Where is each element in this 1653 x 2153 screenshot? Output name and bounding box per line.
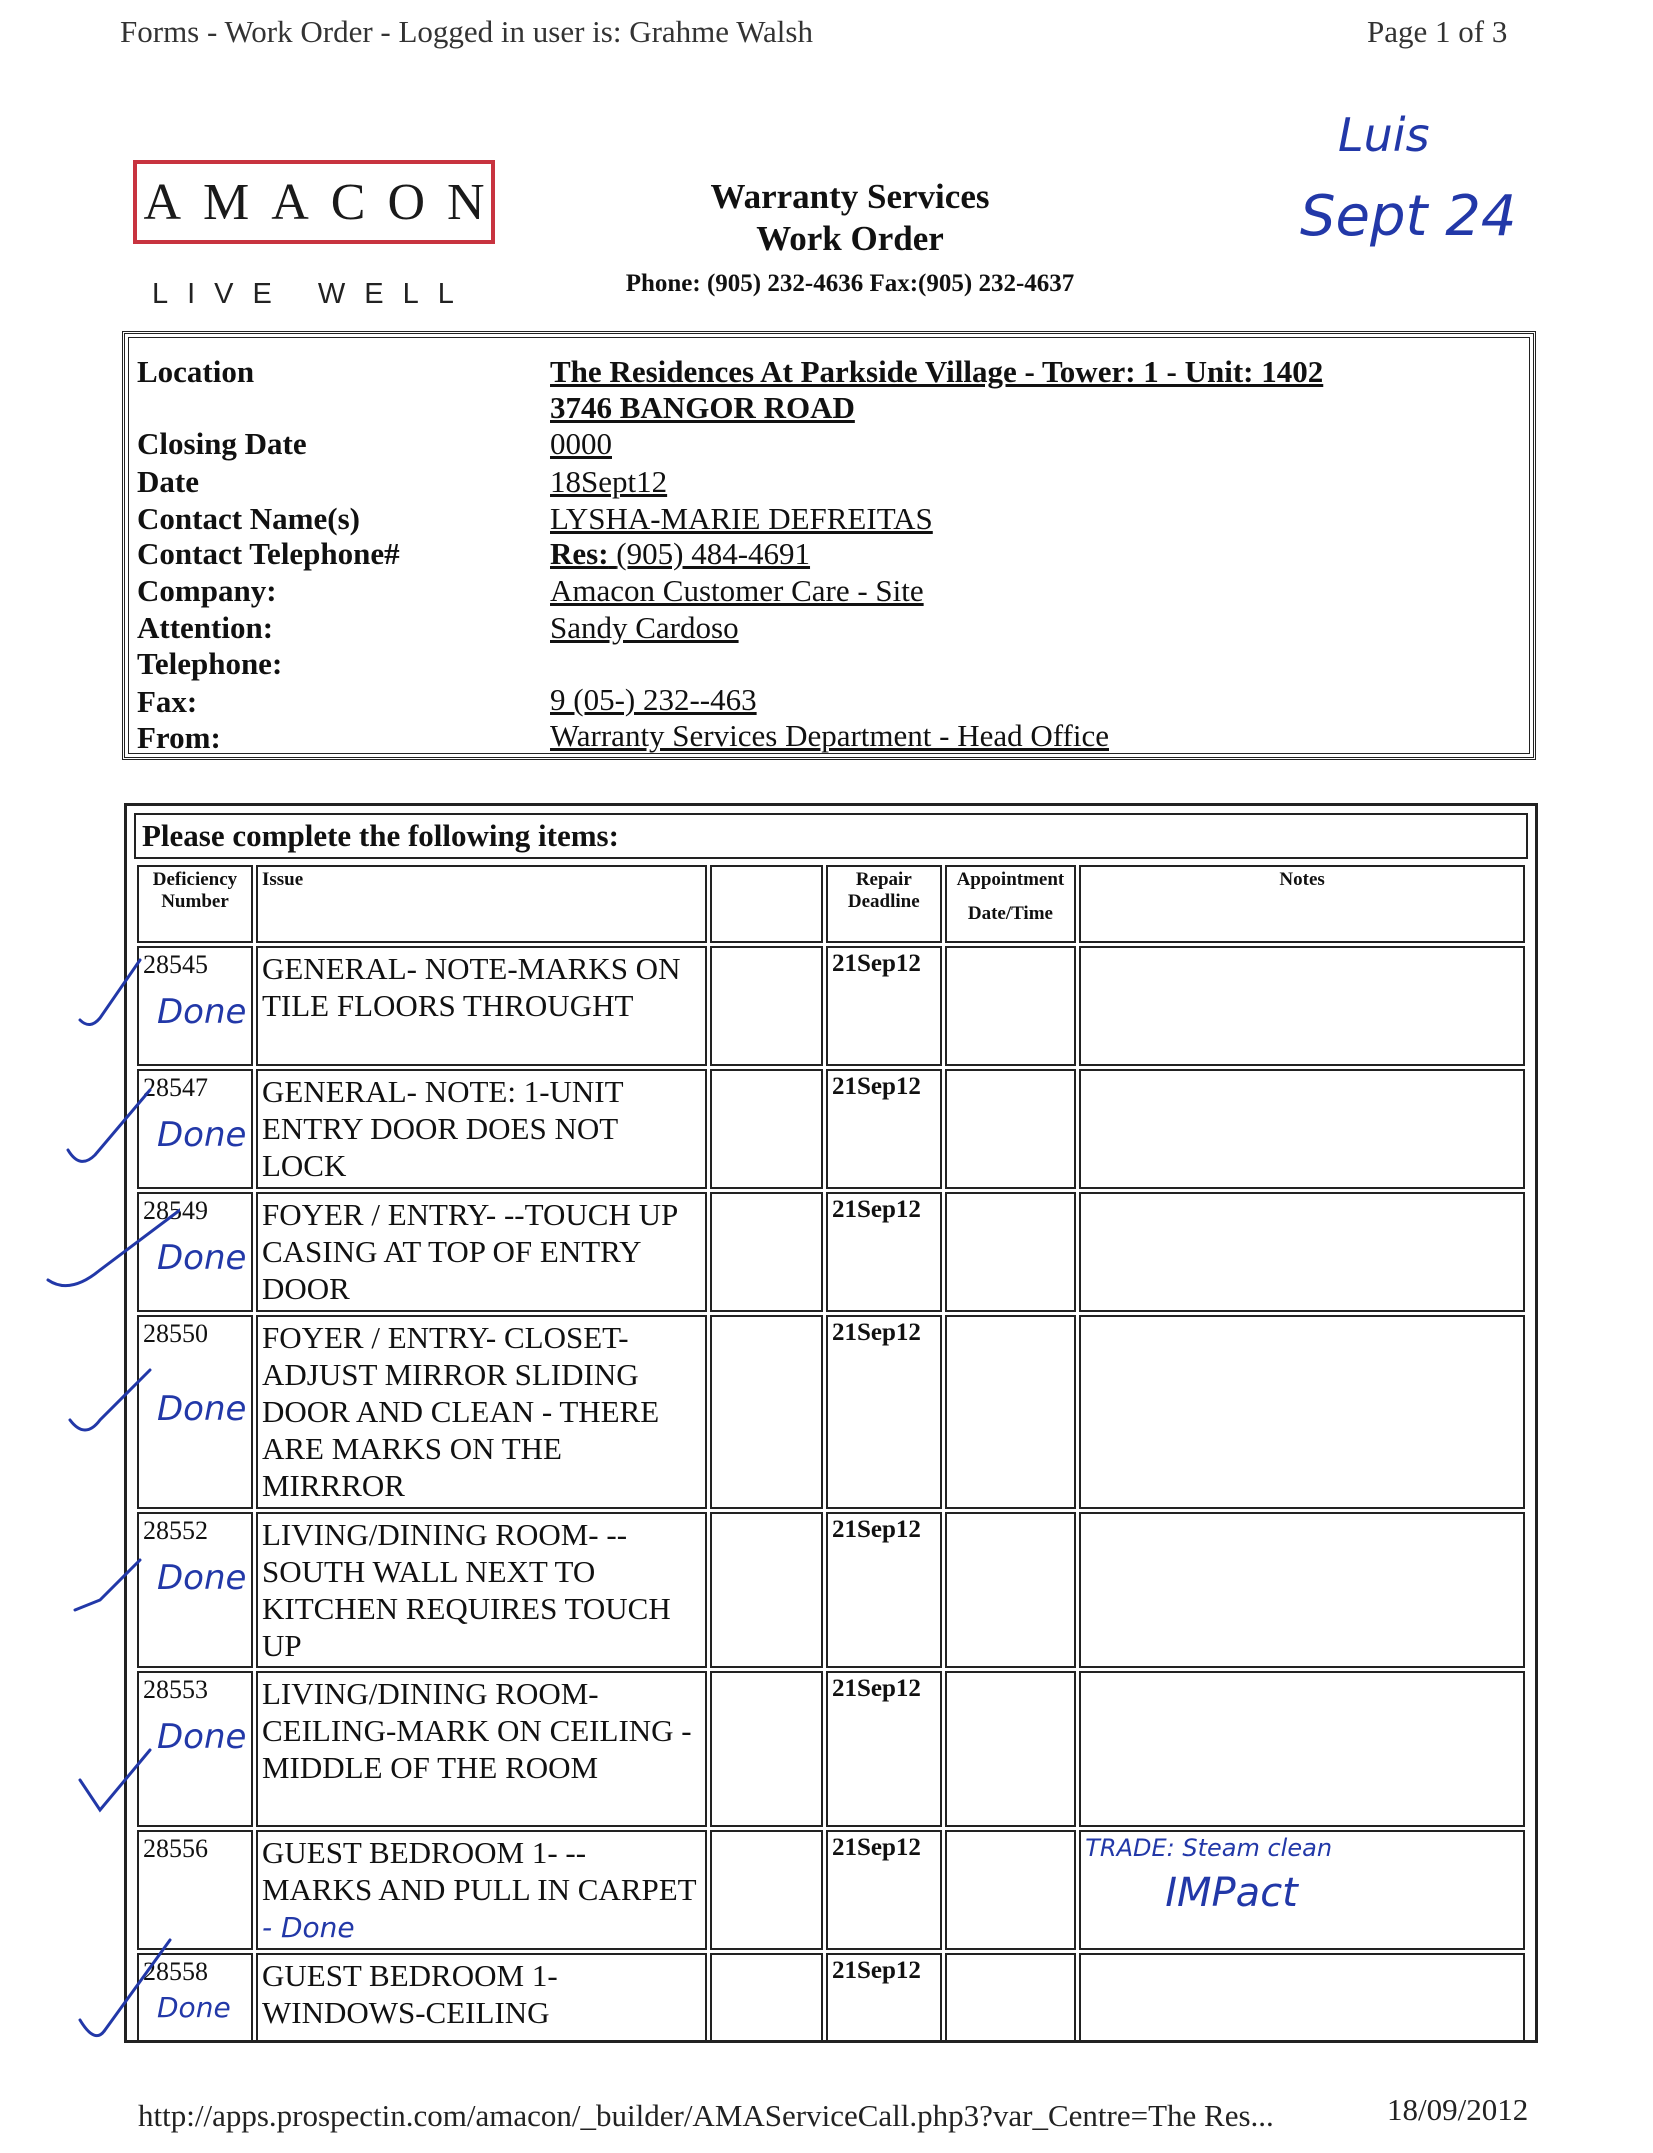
notes-handwritten-impact: IMPact (1165, 1870, 1298, 1916)
deadline-cell: 21Sep12 (826, 1830, 942, 1950)
work-order-info-box (122, 331, 1536, 760)
notes-cell (1079, 946, 1525, 1066)
deadline-cell: 21Sep12 (826, 1069, 942, 1189)
deadline-cell: 21Sep12 (826, 1671, 942, 1827)
deficiency-number: 28553 (143, 1675, 208, 1704)
deadline-cell: 21Sep12 (826, 946, 942, 1066)
done-mark: Done (157, 1115, 247, 1155)
col-appointment (945, 865, 1077, 943)
issue-handwritten-done: - Done (261, 1911, 355, 1944)
checkmark-icon (80, 1940, 170, 2036)
checkmark-icon (48, 1210, 180, 1286)
deficiency-table (134, 862, 1528, 2046)
deadline-cell: 21Sep12 (826, 1953, 942, 2043)
location-value: The Residences At Parkside Village - Tower: 1 - Unit: 1402 (550, 354, 1324, 389)
issue-text: GUEST BEDROOM 1- -- MARKS AND PULL IN CARPET (261, 1835, 697, 1907)
address-value: 3746 BANGOR ROAD (550, 390, 855, 425)
done-mark: Done (157, 1558, 247, 1598)
deficiency-number: 28552 (143, 1516, 208, 1545)
page-header-title: Forms - Work Order - Logged in user is: Grahme Walsh (120, 14, 813, 49)
col-issue: Issue (256, 865, 707, 943)
notes-cell (1079, 1671, 1525, 1827)
table-row (137, 1315, 1525, 1509)
notes-cell (1079, 1830, 1525, 1950)
issue-cell (256, 1830, 707, 1950)
contact-phone-prefix: Res: (550, 536, 609, 571)
contact-phone-number: (905) 484-4691 (616, 536, 811, 571)
amacon-logo (133, 160, 507, 244)
from-value: Warranty Services Department - Head Office (550, 718, 1109, 753)
from-label: From: (137, 720, 221, 755)
blank-cell (710, 1512, 823, 1668)
blank-cell (710, 1671, 823, 1827)
col-notes: Notes (1079, 865, 1525, 943)
notes-handwritten-trade: TRADE: Steam clean (1085, 1834, 1333, 1862)
issue-cell: FOYER / ENTRY- --TOUCH UP CASING AT TOP OF ENTRY DOOR (256, 1192, 707, 1312)
table-row (137, 1830, 1525, 1950)
deficiency-number: 28545 (143, 950, 208, 979)
blank-cell (710, 1830, 823, 1950)
issue-cell: GUEST BEDROOM 1- WINDOWS-CEILING (256, 1953, 707, 2043)
form-title-block (590, 176, 1110, 298)
deadline-cell: 21Sep12 (826, 1315, 942, 1509)
blank-cell (710, 1953, 823, 2043)
blank-cell (710, 1069, 823, 1189)
deadline-cell: 21Sep12 (826, 1512, 942, 1668)
checkmark-icon (80, 960, 140, 1025)
company-value: Amacon Customer Care - Site (550, 573, 924, 608)
appointment-cell (945, 1315, 1077, 1509)
appointment-cell (945, 1512, 1077, 1668)
table-row (137, 1512, 1525, 1668)
deadline-cell: 21Sep12 (826, 1192, 942, 1312)
col-appointment-sub: Date/Time (967, 903, 1053, 924)
table-row (137, 1953, 1525, 2043)
notes-cell (1079, 1192, 1525, 1312)
issue-cell: LIVING/DINING ROOM- CEILING-MARK ON CEILING - MIDDLE OF THE ROOM (256, 1671, 707, 1827)
blank-cell (710, 1192, 823, 1312)
closing-date-label: Closing Date (137, 426, 307, 461)
deficiency-number: 28550 (143, 1319, 208, 1348)
done-mark: Done (157, 1238, 247, 1278)
appointment-cell (945, 1192, 1077, 1312)
issue-cell: GENERAL- NOTE-MARKS ON TILE FLOORS THROUGHT (256, 946, 707, 1066)
issue-cell: GENERAL- NOTE: 1-UNIT ENTRY DOOR DOES NOT LOCK (256, 1069, 707, 1189)
attention-value: Sandy Cardoso (550, 610, 739, 645)
logo-brand: AMACON (143, 173, 507, 231)
handwritten-name: Luis (1338, 108, 1430, 162)
checkmark-icon (80, 1750, 150, 1810)
done-mark: Done (157, 1389, 247, 1429)
table-header-row (137, 865, 1525, 943)
company-label: Company: (137, 573, 277, 608)
notes-cell (1079, 1069, 1525, 1189)
date-value: 18Sept12 (550, 464, 668, 499)
deficiency-number: 28547 (143, 1073, 208, 1102)
handwritten-date: Sept 24 (1300, 184, 1517, 249)
telephone-label: Telephone: (137, 646, 283, 681)
appointment-cell (945, 1671, 1077, 1827)
contact-phone-value (550, 536, 810, 572)
form-title-line2: Work Order (756, 219, 944, 258)
form-title-line1: Warranty Services (710, 177, 990, 216)
issue-cell: FOYER / ENTRY- CLOSET- ADJUST MIRROR SLIDING DOOR AND CLEAN - THERE ARE MARKS ON THE MIRRROR (256, 1315, 707, 1509)
notes-cell (1079, 1512, 1525, 1668)
appointment-cell (945, 946, 1077, 1066)
items-title: Please complete the following items: (134, 813, 1528, 859)
col-blank (710, 865, 823, 943)
attention-label: Attention: (137, 610, 274, 645)
col-appointment-label: Appointment (956, 869, 1065, 890)
contact-phone-label: Contact Telephone# (137, 536, 400, 571)
handwritten-checkmarks (40, 950, 180, 2080)
appointment-cell (945, 1953, 1077, 2043)
fax-label: Fax: (137, 684, 198, 719)
checkmark-icon (70, 1370, 150, 1430)
table-row (137, 946, 1525, 1066)
footer-url: http://apps.prospectin.com/amacon/_builder/AMAServiceCall.php3?var_Centre=The Res... (138, 2098, 1274, 2133)
checkmark-icon (75, 1560, 140, 1610)
col-deficiency-number: Deficiency Number (137, 865, 253, 943)
deficiency-number: 28558 (143, 1957, 208, 1986)
table-row (137, 1192, 1525, 1312)
appointment-cell (945, 1069, 1077, 1189)
appointment-cell (945, 1830, 1077, 1950)
done-mark: Done (157, 1991, 231, 2024)
checkmark-icon (68, 1090, 150, 1161)
done-mark: Done (157, 1717, 247, 1757)
contact-names-label: Contact Name(s) (137, 501, 360, 536)
location-label: Location (137, 354, 255, 389)
deficiency-number: 28549 (143, 1196, 208, 1225)
blank-cell (710, 946, 823, 1066)
deficiency-number: 28556 (143, 1834, 208, 1863)
date-label: Date (137, 464, 199, 499)
done-mark: Done (157, 992, 247, 1032)
issue-cell: LIVING/DINING ROOM- -- SOUTH WALL NEXT TO KITCHEN REQUIRES TOUCH UP (256, 1512, 707, 1668)
closing-date-value: 0000 (550, 426, 612, 461)
blank-cell (710, 1315, 823, 1509)
table-row (137, 1671, 1525, 1827)
footer-date: 18/09/2012 (1387, 2092, 1529, 2127)
table-row (137, 1069, 1525, 1189)
fax-value: 9 (05-) 232--463 (550, 682, 757, 717)
logo-tagline: LIVE WELL (152, 278, 473, 310)
page-indicator: Page 1 of 3 (1367, 14, 1508, 49)
col-repair-deadline: Repair Deadline (826, 865, 942, 943)
form-phone-fax: Phone: (905) 232-4636 Fax:(905) 232-4637 (625, 270, 1075, 297)
notes-cell (1079, 1953, 1525, 2043)
contact-names-value: LYSHA-MARIE DEFREITAS (550, 501, 933, 536)
notes-cell (1079, 1315, 1525, 1509)
